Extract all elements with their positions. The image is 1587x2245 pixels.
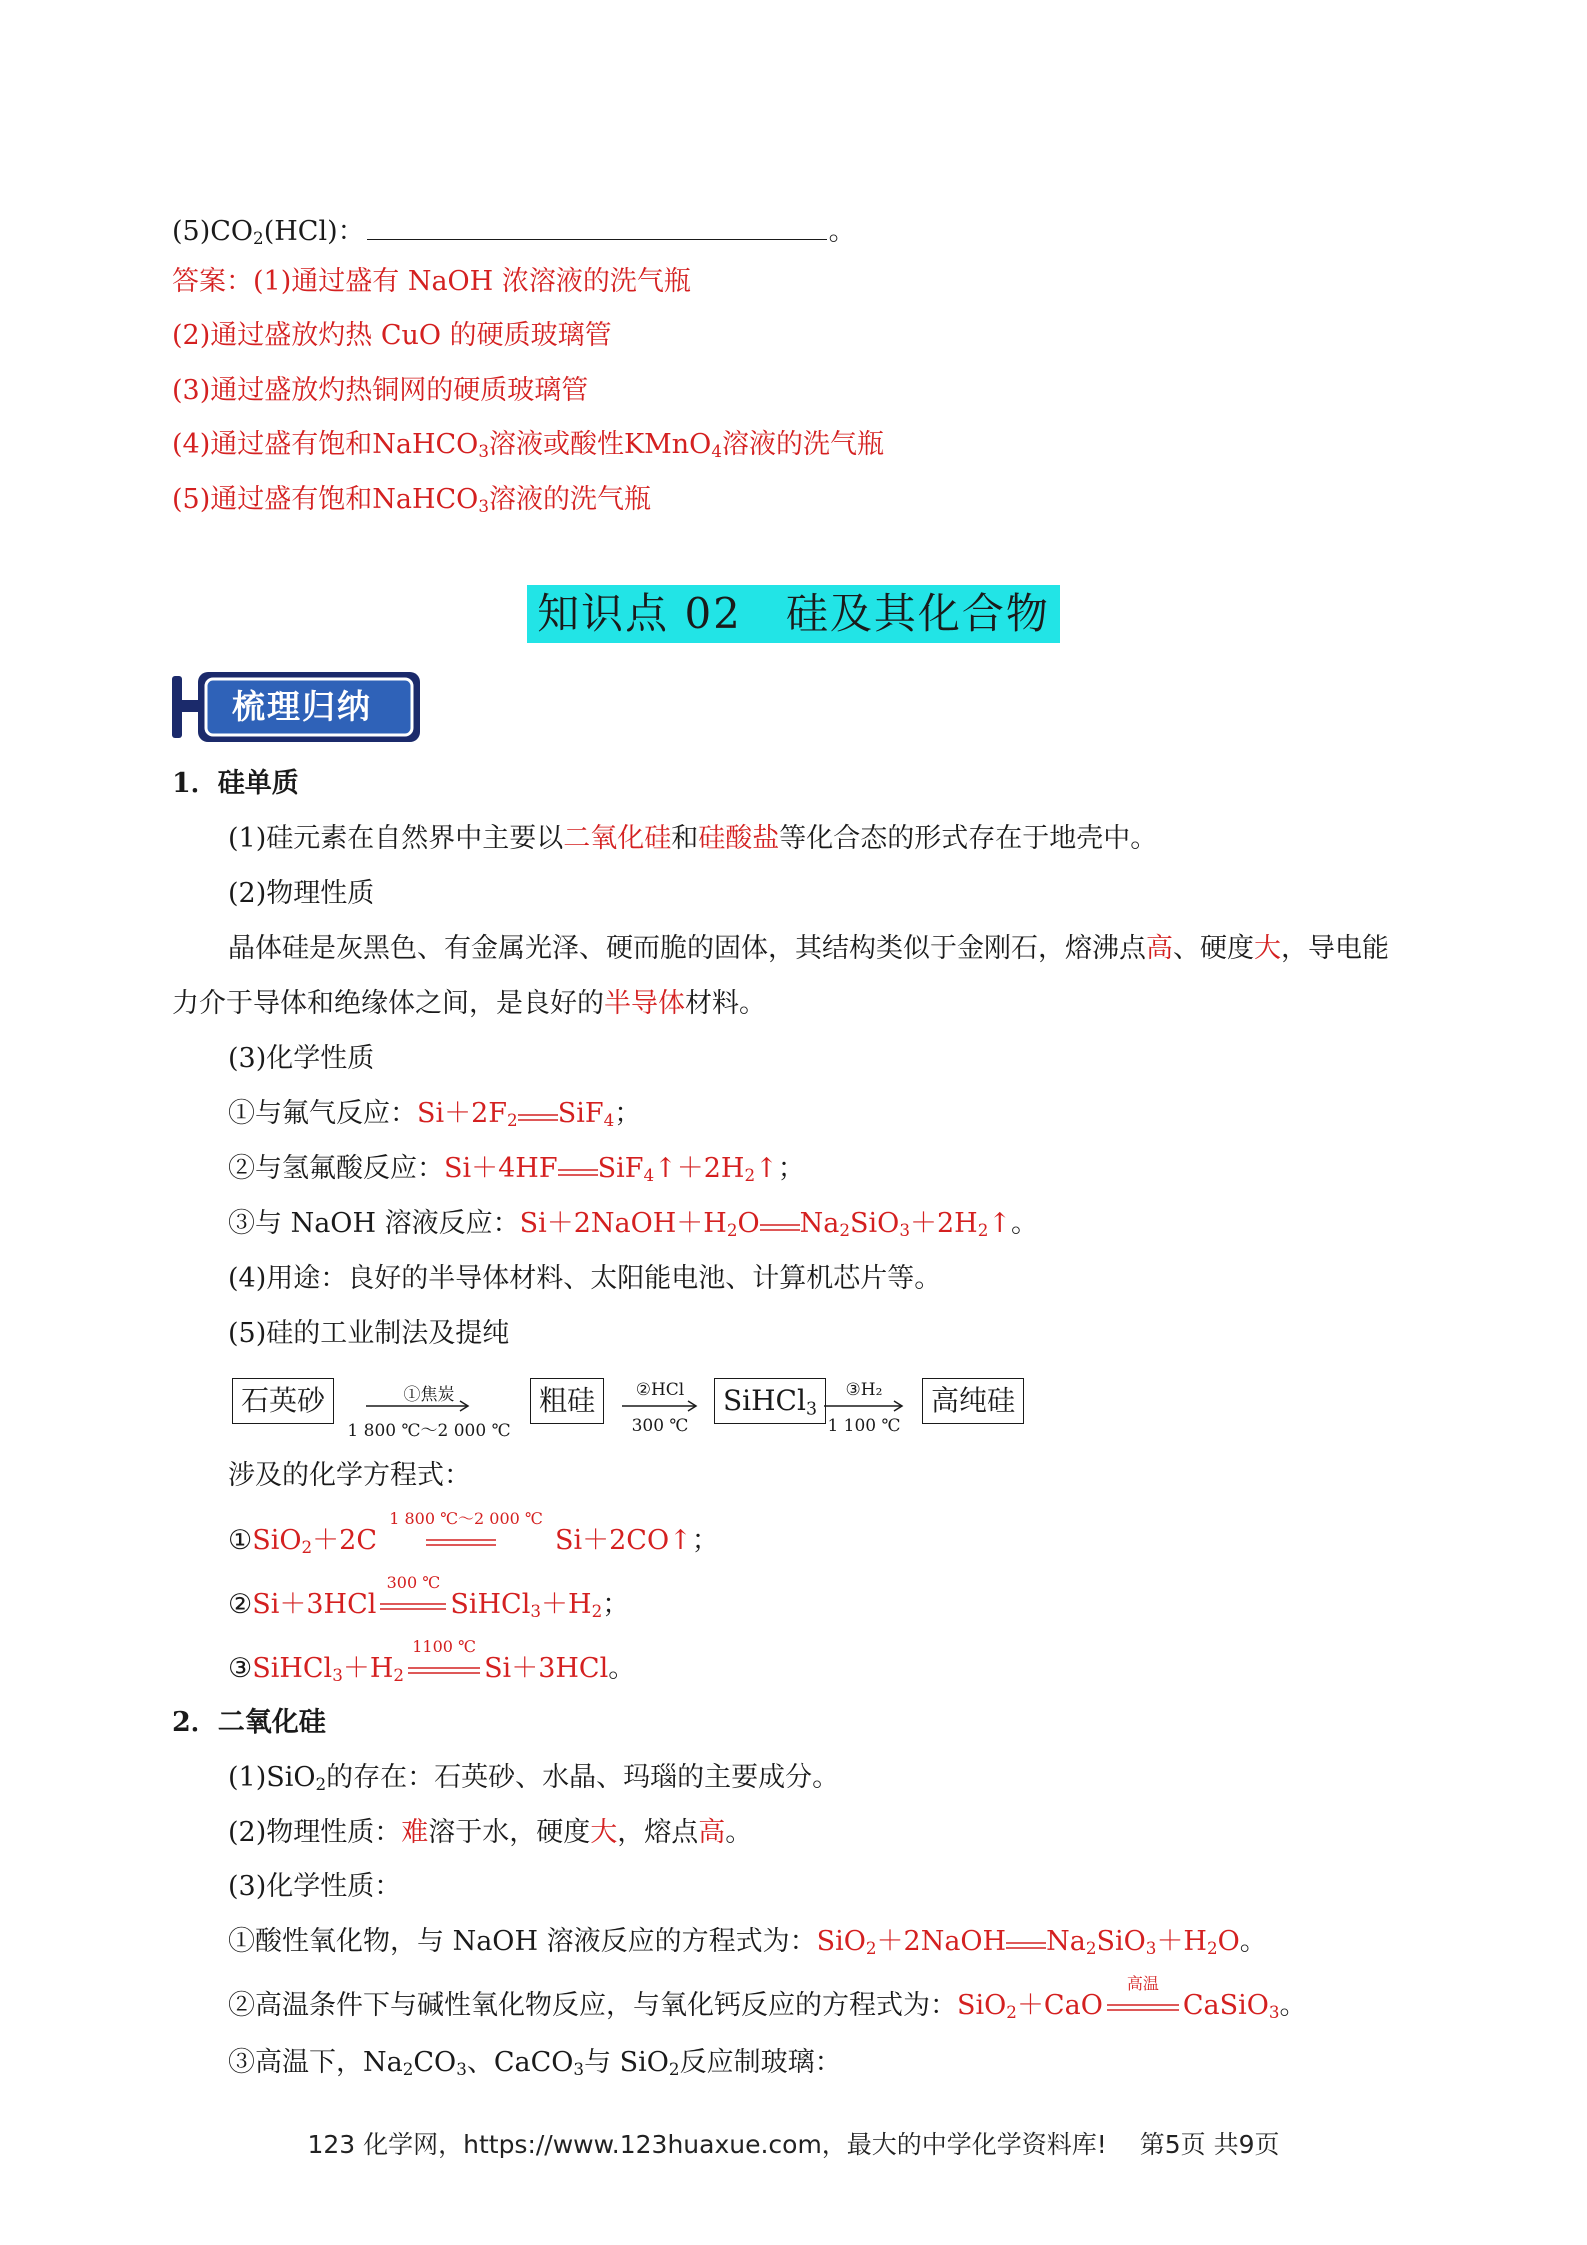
reaction-3: ③与 NaOH 溶液反应：$Si+2NaOH+H_2O$ $Na_2SiO_3+2H_2↑$。 bbox=[228, 1208, 1038, 1241]
flow-arrow-3: ③H₂ 1 100 ℃ bbox=[822, 1380, 906, 1440]
s2-paragraph-3: (3)化学性质： bbox=[228, 1871, 402, 1902]
s1-paragraph-1: (1)硅元素在自然界中主要以二氧化硅和硅酸盐等化合态的形式存在于地壳中。 bbox=[228, 823, 1158, 854]
s1-paragraph-2: (2)物理性质 bbox=[228, 878, 375, 909]
equals-sign-icon bbox=[558, 1167, 598, 1177]
equals-sign-icon bbox=[760, 1222, 800, 1232]
flow-box-quartz-sand: 石英砂 bbox=[232, 1378, 334, 1424]
s2-chem-1: ①酸性氧化物，与 NaOH 溶液反应的方程式为：SiO$_2$＋2NaOH $Na_2SiO_3+H_2O$。 bbox=[228, 1926, 1267, 1959]
flow-box-high-purity-silicon: 高纯硅 bbox=[922, 1378, 1024, 1424]
s2-paragraph-1: (1)SiO$_2$的存在：石英砂、水晶、玛瑙的主要成分。 bbox=[228, 1762, 840, 1795]
equation-2: ②Si＋3HCl 300 ℃ $SiHCl_3+H_2$； bbox=[228, 1573, 630, 1622]
s1-paragraph-3b: 力介于导体和绝缘体之间，是良好的半导体材料。 bbox=[172, 988, 766, 1019]
arrow-right-icon bbox=[822, 1400, 906, 1412]
s2-chem-2: ②高温条件下与碱性氧化物反应，与氧化钙反应的方程式为：SiO$_2$＋CaO 高温 CaSiO$_3$。 bbox=[228, 1974, 1307, 2023]
reaction-2: ②与氢氟酸反应：Si＋4HF $SiF_4↑+2H_2↑$； bbox=[228, 1153, 805, 1186]
section-1-title: 1．硅单质 bbox=[172, 768, 299, 799]
flow-arrow-1: ①焦炭 1 800 ℃～2 000 ℃ bbox=[347, 1385, 511, 1441]
arrow-right-icon bbox=[346, 1400, 512, 1412]
flow-box-crude-silicon: 粗硅 bbox=[530, 1378, 604, 1424]
s1-paragraph-6: (5)硅的工业制法及提纯 bbox=[228, 1318, 510, 1349]
section-2-title: 2．二氧化硅 bbox=[172, 1707, 326, 1738]
reaction-1: ①与氟气反应：$Si+2F_2$ SiF$_4$； bbox=[228, 1098, 642, 1131]
equation-3: $③SiHCl_3+H_2$ 1100 ℃ Si＋3HCl。 bbox=[228, 1637, 636, 1686]
s1-paragraph-3a: 晶体硅是灰黑色、有金属光泽、硬而脆的固体，其结构类似于金刚石，熔沸点高、硬度大，导电能 bbox=[228, 933, 1389, 964]
answer-4: (4)通过盛有饱和NaHCO$_3$溶液或酸性KMnO$_4$溶液的洗气瓶 bbox=[172, 429, 884, 462]
s1-paragraph-5: (4)用途：良好的半导体材料、太阳能电池、计算机芯片等。 bbox=[228, 1263, 942, 1294]
answer-blank bbox=[367, 209, 827, 240]
answer-1: 答案：(1)通过盛有 NaOH 浓溶液的洗气瓶 bbox=[172, 266, 691, 297]
s1-paragraph-4: (3)化学性质 bbox=[228, 1043, 375, 1074]
summary-tag bbox=[170, 670, 422, 744]
page-footer: 123 化学网，https://www.123huaxue.com，最大的中学化学资料库! 第5页 共9页 bbox=[307, 2130, 1280, 2159]
answer-5: (5)通过盛有饱和NaHCO$_3$溶液的洗气瓶 bbox=[172, 484, 651, 517]
section-heading-wrap bbox=[0, 585, 1587, 643]
question-5: $(5)CO_2(HCl)$： 。 bbox=[172, 209, 856, 252]
equals-sign-icon bbox=[518, 1112, 558, 1122]
s2-paragraph-2: (2)物理性质：难溶于水，硬度大，熔点高。 bbox=[228, 1817, 753, 1848]
answer-3: (3)通过盛放灼热铜网的硬质玻璃管 bbox=[172, 375, 589, 406]
flow-box-sihcl3: SiHCl$_3$ bbox=[714, 1378, 826, 1424]
equals-sign-icon bbox=[1006, 1940, 1046, 1950]
tag-label: 梳理归纳 bbox=[232, 687, 372, 726]
equation-1: ①SiO$_2$＋2C 1 800 ℃～2 000 ℃ Si＋2CO↑； bbox=[228, 1509, 719, 1558]
s2-chem-3: ③高温下，$Na_2CO_3$、CaCO$_3$与 SiO$_2$反应制玻璃： bbox=[228, 2047, 842, 2080]
answer-2: (2)通过盛放灼热 CuO 的硬质玻璃管 bbox=[172, 320, 612, 351]
section-heading: 知识点 02 硅及其化合物 bbox=[527, 585, 1060, 643]
flow-arrow-2: ②HCl 300 ℃ bbox=[620, 1380, 700, 1440]
s1-paragraph-7: 涉及的化学方程式： bbox=[228, 1460, 471, 1491]
arrow-right-icon bbox=[620, 1400, 700, 1412]
